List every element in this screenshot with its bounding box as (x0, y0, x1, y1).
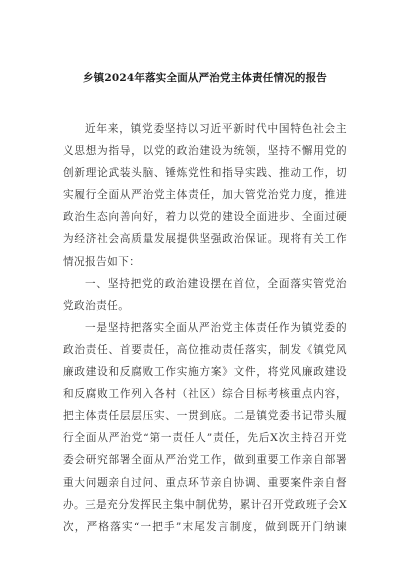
document-title: 乡镇2024年落实全面从严治党主体责任情况的报告 (82, 72, 328, 84)
text-line: 情况报告如下： (63, 255, 141, 268)
text-line: 重大问题亲自过问、重点环节亲自协调、重要案件亲自督 (63, 476, 347, 489)
text-line: 和反腐败工作列入各村（社区）综合目标考核重点内容， (63, 388, 347, 401)
text-line: 政治责任、首要责任，高位推动责任落实，制发《镇党风 (63, 343, 347, 356)
text-line: 实履行全面从严治党主体责任，加大管党治党力度，推进 (63, 189, 347, 202)
text-line: 为经济社会高质量发展提供坚强政治保证。现将有关工作 (63, 233, 347, 246)
section-heading-1 (63, 273, 347, 317)
text-line: 办。三是充分发挥民主集中制优势，累计召开党政班子会X (63, 498, 348, 511)
text-line: 党政治责任。 (63, 299, 130, 312)
text-line: 次，严格落实“一把手”末尾发言制度，做到既开门纳谏 (63, 520, 347, 533)
text-line: 义思想为指导，以党的政治建设为统领，坚持不懈用党的 (63, 145, 347, 158)
text-line: 委会研究部署全面从严治党工作，做到重要工作亲自部署 (63, 454, 347, 467)
text-line: 一、坚持把党的政治建设摆在首位，全面落实管党治 (85, 277, 347, 290)
text-line: 创新理论武装头脑、锤炼党性和指导实践、推动工作，切 (63, 167, 347, 180)
paragraph-section-1-body (63, 317, 347, 538)
paragraph-intro (63, 118, 347, 273)
text-line: 一是坚持把落实全面从严治党主体责任作为镇党委的 (85, 321, 347, 334)
text-line: 把主体责任层层压实、一贯到底。二是镇党委书记带头履 (63, 410, 347, 423)
text-line: 行全面从严治党“第一责任人”责任，先后X次主持召开党 (63, 432, 347, 445)
text-line: 政治生态向善向好，着力以党的建设全面进步、全面过硬 (63, 211, 347, 224)
document-body (63, 118, 347, 538)
text-line: 近年来，镇党委坚持以习近平新时代中国特色社会主 (85, 123, 347, 135)
text-line: 廉政建设和反腐败工作实施方案》文件，将党风廉政建设 (63, 366, 347, 379)
